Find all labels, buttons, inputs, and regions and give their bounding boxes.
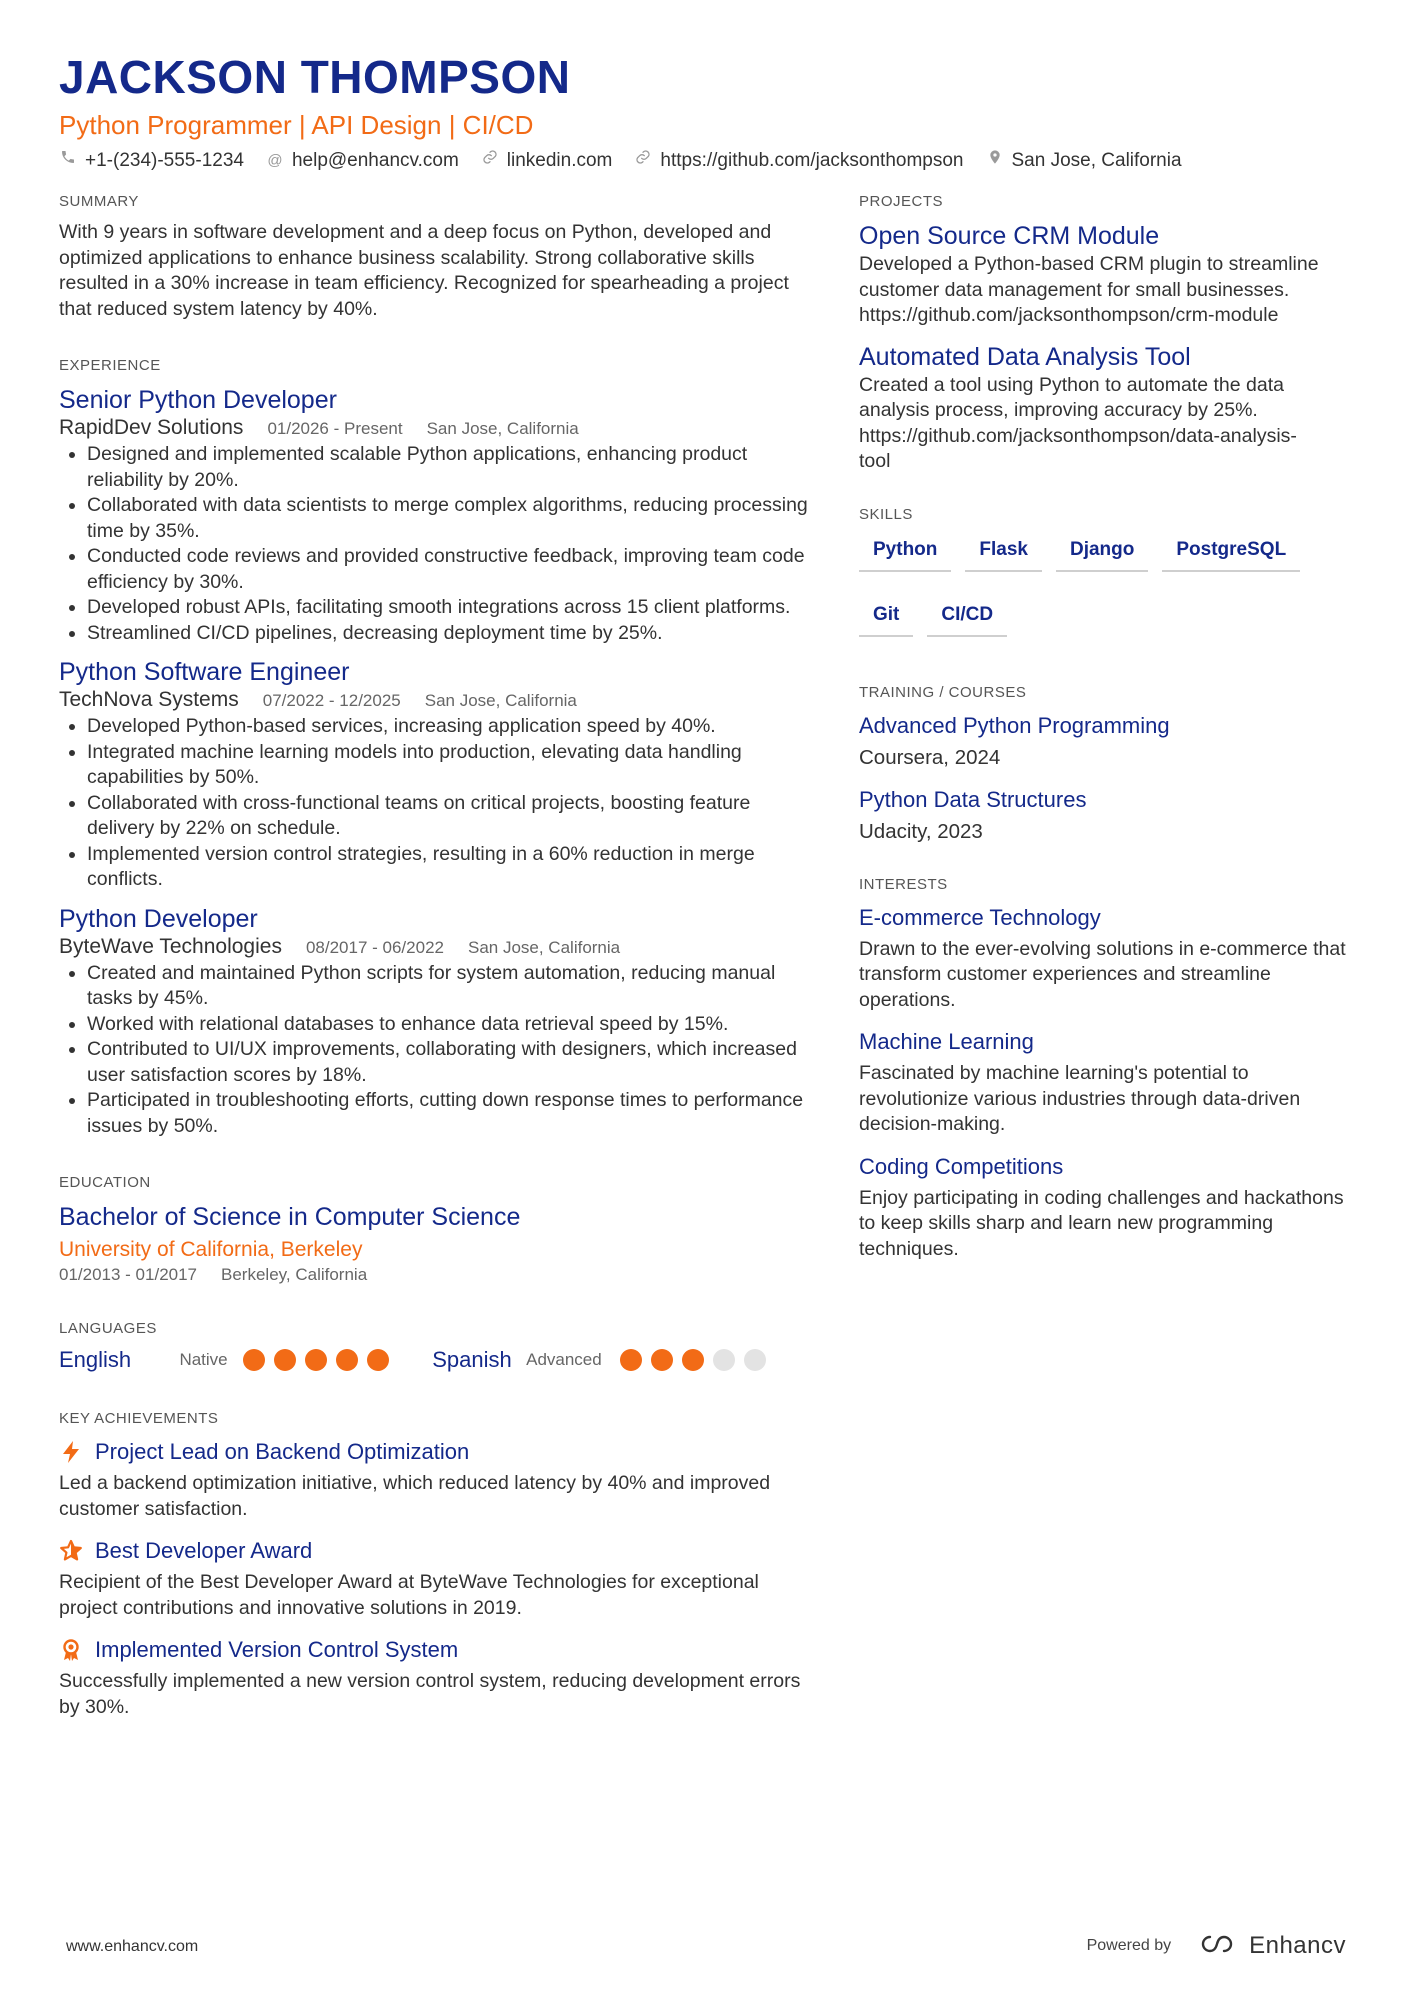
education-heading: EDUCATION <box>59 1174 151 1191</box>
job-dates: 01/2026 - Present <box>267 419 403 438</box>
interest-text: Enjoy participating in coding challenges and hackathons to keep skills sharp and learn new programming techniques. <box>859 1186 1344 1260</box>
achievement-title: Best Developer Award <box>95 1538 313 1563</box>
job-bullet: • Contributed to UI/UX improvements, collaborating with designers, which increased user satisfaction scores by 18%. <box>87 1037 809 1088</box>
achievement-title: Implemented Version Control System <box>95 1637 459 1662</box>
enhancv-logo-icon <box>1197 1933 1237 1960</box>
job-location: San Jose, California <box>426 419 579 438</box>
job-bullet: • Designed and implemented scalable Python applications, enhancing product reliability by 20%. <box>87 442 809 493</box>
skills-heading: SKILLS <box>859 505 913 523</box>
job-company: RapidDev Solutions <box>59 416 244 439</box>
rating-dot-filled <box>305 1349 327 1371</box>
rating-dot-empty <box>713 1349 735 1371</box>
location-icon <box>986 148 1004 174</box>
job-location: San Jose, California <box>467 937 621 957</box>
language-rating <box>243 1349 398 1371</box>
contact-location-text: San Jose, California <box>1011 150 1182 171</box>
interests-section <box>859 875 1359 1263</box>
interest-item <box>859 903 1359 1014</box>
training-title: Python Data Structures <box>859 786 1087 812</box>
project-item <box>859 341 1359 475</box>
resume-header <box>59 50 1359 174</box>
interest-title: E-commerce Technology <box>859 904 1101 930</box>
languages-row <box>59 1347 809 1373</box>
skill-tag: CI/CD <box>927 598 1007 637</box>
experience-section <box>59 356 809 1139</box>
skills-list <box>859 533 1359 663</box>
education-section <box>59 1173 809 1285</box>
project-title: Automated Data Analysis Tool <box>859 342 1191 371</box>
rating-dot-filled <box>336 1349 358 1371</box>
rating-dot-filled <box>274 1349 296 1371</box>
achievement-title-row <box>59 1437 809 1467</box>
education-dates: 01/2013 - 01/2017 <box>59 1265 198 1284</box>
achievement-text: Led a backend optimization initiative, which reduced latency by 40% and improved customer satisfaction. <box>59 1472 771 1520</box>
job-bullet: • Streamlined CI/CD pipelines, decreasing deployment time by 25%. <box>87 621 809 647</box>
candidate-title: Python Programmer | API Design | CI/CD <box>59 110 534 140</box>
left-column <box>59 192 809 1720</box>
contact-phone[interactable] <box>59 148 244 174</box>
project-link[interactable]: https://github.com/jacksonthompson/crm-module <box>859 304 1279 326</box>
powered-by-label: Powered by <box>1086 1937 1172 1954</box>
interest-text: Fascinated by machine learning's potential to revolutionize various industries through data-driven decision-making. <box>859 1062 1301 1135</box>
job-dates: 07/2022 - 12/2025 <box>262 691 401 710</box>
brand-name: Enhancv <box>1249 1932 1346 1959</box>
job-company: ByteWave Technologies <box>59 934 282 958</box>
job-bullet: • Created and maintained Python scripts for system automation, reducing manual tasks by 45%. <box>87 961 809 1012</box>
footer-branding <box>1087 1932 1346 1960</box>
skill-tag: Flask <box>965 533 1042 572</box>
link-icon <box>481 148 499 174</box>
lightning-icon <box>59 1440 83 1464</box>
training-title: Advanced Python Programming <box>859 712 1170 738</box>
project-title: Open Source CRM Module <box>859 222 1160 250</box>
contact-email[interactable] <box>266 148 459 174</box>
rating-dot-empty <box>744 1349 766 1371</box>
contact-linkedin-text: linkedin.com <box>506 150 613 171</box>
skill-tag: PostgreSQL <box>1162 533 1300 572</box>
rating-dot-filled <box>367 1349 389 1371</box>
achievement-title: Project Lead on Backend Optimization <box>95 1439 470 1464</box>
star-icon <box>59 1539 83 1563</box>
skills-section <box>859 505 1359 663</box>
job-bullet: • Developed Python-based services, increasing application speed by 40%. <box>87 714 809 740</box>
link-icon <box>634 148 652 174</box>
achievement-text: Successfully implemented a new version control system, reducing development errors by 30%. <box>59 1670 801 1718</box>
interests-heading: INTERESTS <box>859 875 948 893</box>
interest-title: Coding Competitions <box>859 1153 1064 1179</box>
job-entry <box>59 903 809 1140</box>
job-bullet: • Implemented version control strategies, resulting in a 60% reduction in merge conflicts. <box>87 842 809 893</box>
job-bullet: • Integrated machine learning models into production, elevating data handling capabilities by 50%. <box>87 740 809 791</box>
training-item <box>859 785 1359 847</box>
job-bullet: • Conducted code reviews and provided constructive feedback, improving team code efficiency by 30%. <box>87 544 809 595</box>
job-bullet: • Collaborated with cross-functional teams on critical projects, boosting feature delivery by 22% on schedule. <box>87 791 809 842</box>
experience-heading: EXPERIENCE <box>59 357 161 374</box>
project-link[interactable]: https://github.com/jacksonthompson/data-analysis-tool <box>859 424 1297 472</box>
rating-dot-filled <box>620 1349 642 1371</box>
award-icon <box>59 1638 83 1662</box>
education-meta-row <box>59 1265 809 1285</box>
contact-email-text: help@enhancv.com <box>291 150 459 171</box>
projects-section <box>859 192 1359 475</box>
summary-heading: SUMMARY <box>59 193 139 210</box>
job-dates: 08/2017 - 06/2022 <box>305 937 444 957</box>
projects-heading: PROJECTS <box>859 193 944 210</box>
rating-dot-filled <box>243 1349 265 1371</box>
project-item <box>859 220 1359 329</box>
contact-github-text: https://github.com/jacksonthompson <box>660 150 964 171</box>
training-heading: TRAINING / COURSES <box>859 683 1027 701</box>
project-text: Developed a Python-based CRM plugin to streamline customer data management for small businesses. <box>859 253 1319 301</box>
footer-website[interactable]: www.enhancv.com <box>66 1938 199 1955</box>
job-bullet: • Collaborated with data scientists to merge complex algorithms, reducing processing time by 35%. <box>87 493 809 544</box>
contact-github[interactable] <box>634 148 963 174</box>
achievements-section <box>59 1409 809 1720</box>
job-bullets <box>59 961 809 1140</box>
candidate-name: JACKSON THOMPSON <box>59 51 571 103</box>
achievement-item <box>59 1437 809 1522</box>
achievement-item <box>59 1635 809 1720</box>
right-column <box>859 192 1359 1262</box>
achievement-title-row <box>59 1635 809 1665</box>
degree-title: Bachelor of Science in Computer Science <box>59 1203 521 1231</box>
job-title: Python Software Engineer <box>59 658 350 686</box>
interest-title: Machine Learning <box>859 1029 1034 1054</box>
job-entry <box>59 656 809 893</box>
job-bullet: • Participated in troubleshooting efforts, cutting down response times to performance issues by 50%. <box>87 1088 809 1139</box>
language-level: Native <box>179 1350 228 1369</box>
project-text: Created a tool using Python to automate the data analysis process, improving accuracy by 25%. <box>859 373 1284 421</box>
skill-tag: Git <box>859 598 913 637</box>
language-rating <box>620 1349 775 1371</box>
achievement-text: Recipient of the Best Developer Award at ByteWave Technologies for exceptional project contributions and innovative solutions in 2019. <box>59 1571 759 1619</box>
interest-text: Drawn to the ever-evolving solutions in e-commerce that transform customer experiences and streamline operations. <box>859 937 1346 1011</box>
skill-tag: Django <box>1056 533 1148 572</box>
languages-section <box>59 1319 809 1373</box>
job-location: San Jose, California <box>424 691 577 710</box>
education-location: Berkeley, California <box>221 1265 368 1284</box>
rating-dot-filled <box>651 1349 673 1371</box>
job-entry <box>59 384 809 646</box>
languages-heading: LANGUAGES <box>59 1320 157 1337</box>
job-bullet: • Worked with relational databases to enhance data retrieval speed by 15%. <box>87 1012 809 1038</box>
interest-item <box>859 1152 1359 1263</box>
job-meta-row <box>59 688 809 712</box>
contact-bar <box>59 148 1359 174</box>
language-name: Spanish <box>432 1347 512 1372</box>
job-company: TechNova Systems <box>59 688 239 711</box>
summary-text: With 9 years in software development and a deep focus on Python, developed and optimized applications to enhance business scalability. Strong collaborative skills resulted in a 30% increase in team efficiency. Recognized for spearheading a project that reduced system latency by 40%. <box>59 221 789 320</box>
rating-dot-filled <box>682 1349 704 1371</box>
at-icon: @ <box>267 152 283 169</box>
achievement-title-row <box>59 1536 809 1566</box>
achievements-heading: KEY ACHIEVEMENTS <box>59 1410 219 1427</box>
school-name: University of California, Berkeley <box>59 1238 363 1261</box>
skill-tag: Python <box>859 533 951 572</box>
summary-section <box>59 192 809 322</box>
interest-item <box>859 1027 1359 1138</box>
contact-location <box>986 148 1182 174</box>
contact-linkedin[interactable] <box>481 148 613 174</box>
job-title: Python Developer <box>59 904 258 933</box>
job-meta-row <box>59 416 809 440</box>
job-bullets <box>59 442 809 646</box>
job-title: Senior Python Developer <box>59 386 337 414</box>
job-bullet: • Developed robust APIs, facilitating smooth integrations across 15 client platforms. <box>87 595 809 621</box>
training-section <box>859 683 1359 847</box>
job-bullets <box>59 714 809 893</box>
training-detail: Coursera, 2024 <box>859 745 1001 769</box>
job-meta-row <box>59 935 809 959</box>
training-item <box>859 711 1359 773</box>
phone-icon <box>59 148 77 174</box>
language-name: English <box>59 1347 132 1372</box>
achievement-item <box>59 1536 809 1621</box>
contact-phone-text: +1-(234)-555-1234 <box>85 150 244 171</box>
training-detail: Udacity, 2023 <box>859 819 983 843</box>
language-level: Advanced <box>526 1350 602 1369</box>
